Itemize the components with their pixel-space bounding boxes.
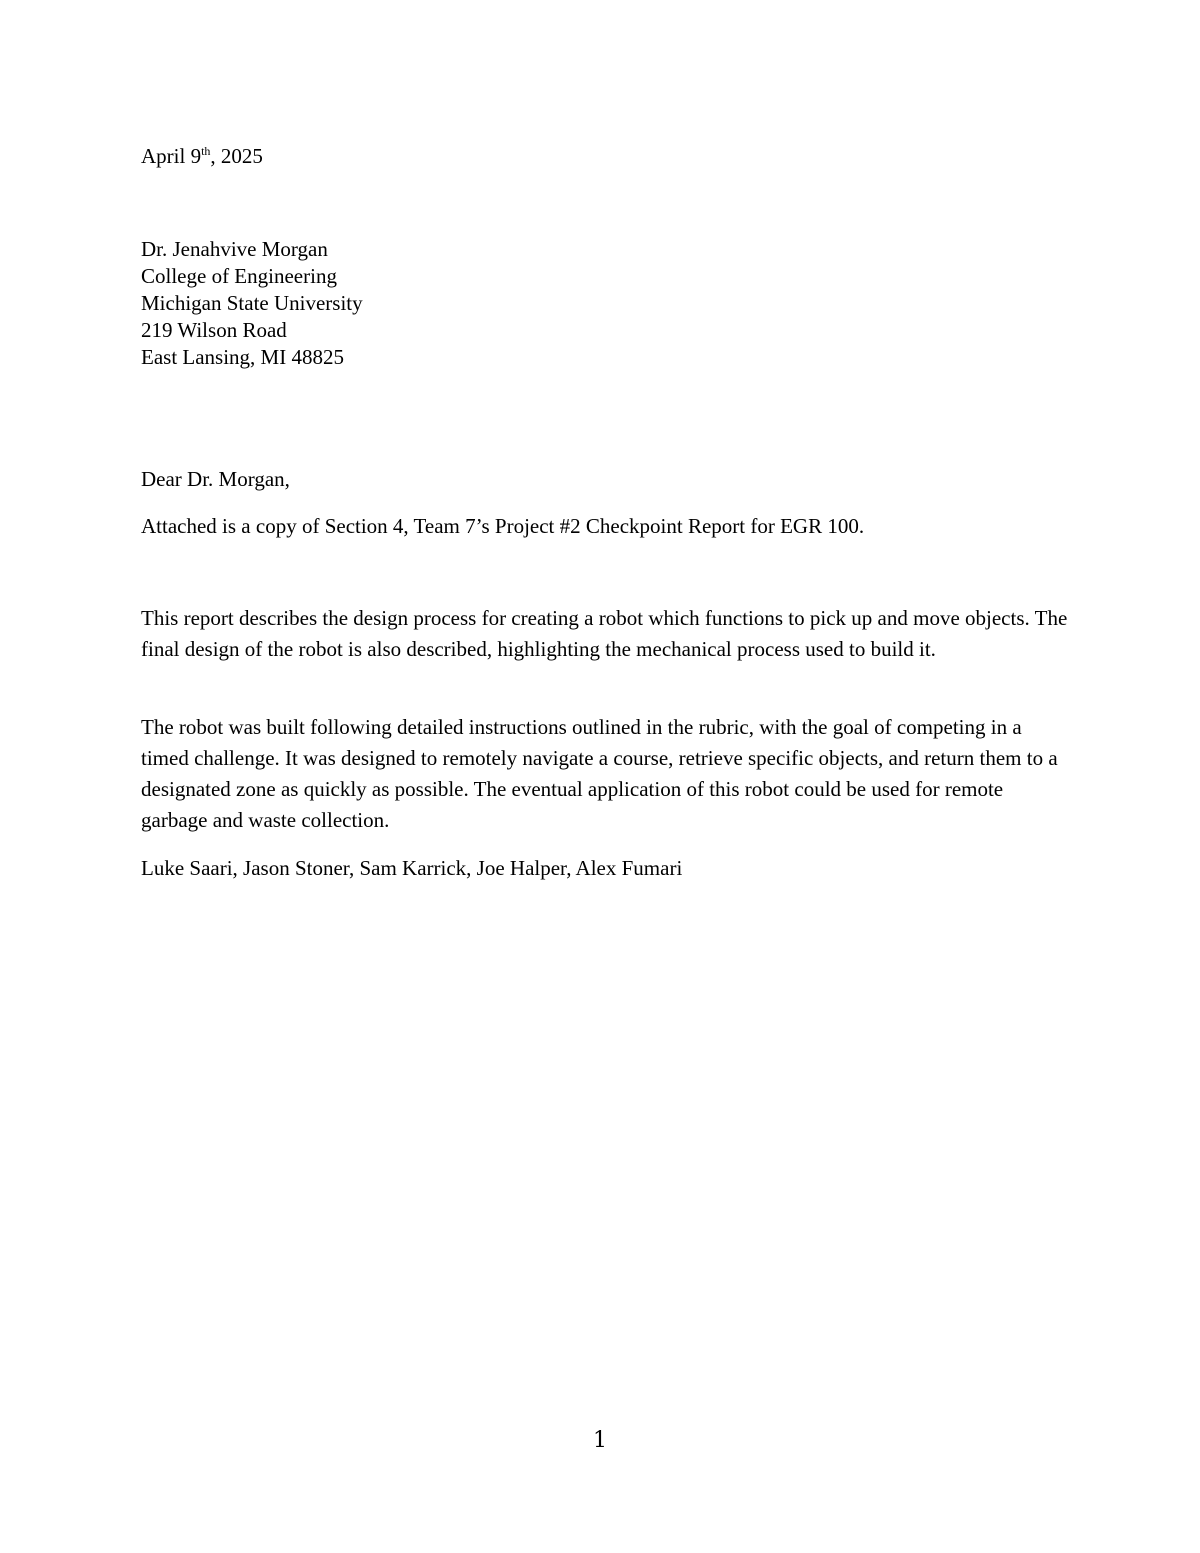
- signers-list: Luke Saari, Jason Stoner, Sam Karrick, Joe Halper, Alex Fumari: [141, 856, 683, 880]
- recipient-street: 219 Wilson Road: [141, 318, 287, 342]
- salutation: Dear Dr. Morgan,: [141, 467, 290, 491]
- date-superscript: th: [201, 144, 211, 158]
- recipient-name: Dr. Jenahvive Morgan: [141, 237, 328, 261]
- recipient-institution: Michigan State University: [141, 291, 363, 315]
- body-paragraph: This report describes the design process for creating a robot which functions to pick up and move objects. The final design of the robot is also described, highlighting the mechanical process used to build it.: [141, 606, 1068, 661]
- page-number: 1: [593, 1428, 607, 1453]
- body-paragraph: The robot was built following detailed instructions outlined in the rubric, with the goal of competing in a timed challenge. It was designed to remotely navigate a course, retrieve specific objects, and return them to a designated zone as quickly as possible. The eventual application of this robot could be used for remote garbage and waste collection.: [141, 715, 1058, 832]
- recipient-address: [141, 236, 363, 371]
- attached-line: Attached is a copy of Section 4, Team 7’s Project #2 Checkpoint Report for EGR 100.: [141, 514, 865, 538]
- date-suffix: , 2025: [210, 144, 263, 168]
- recipient-department: College of Engineering: [141, 264, 337, 288]
- recipient-city-state-zip: East Lansing, MI 48825: [141, 345, 344, 369]
- date-prefix: April 9: [141, 144, 202, 168]
- letter-date: [141, 142, 263, 170]
